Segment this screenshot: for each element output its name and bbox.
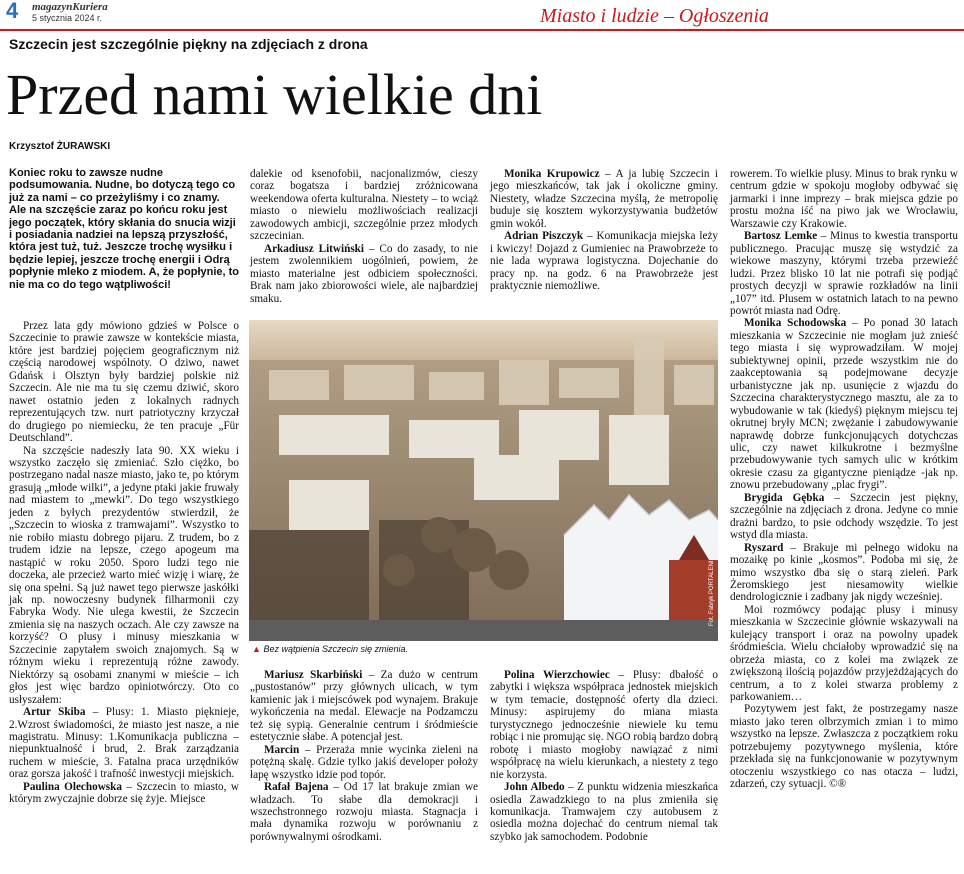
magazine-name: magazynKuriera bbox=[32, 1, 108, 13]
quote-paragraph: Polina Wierzchowiec – Plusy: dbałość o zabytki i większa współpraca jednostek miejskich w tym temacie, dostępność oferty dla dzieci. Minusy: aspirujemy do miana miasta turystycznego jednocześnie niewiele ku temu robiąc i nie promując się. NGO robią bardzo dobrą robotę i miasto mogłoby nawiązać z nimi współpracę na wielu kierunkach, a niestety z tego nie korzysta. bbox=[490, 669, 719, 781]
quote-paragraph: John Albedo – Z punktu widzenia mieszkańca osiedla Zawadzkiego to na plus zmieniła się komunikacja. Tramwajem czy autobusem z osiedla można dojechać do centrum niemal tak szybko jak samochodem. Podobnie bbox=[490, 781, 718, 843]
column-4 bbox=[730, 168, 958, 791]
speaker-name: Paulina Olechowska bbox=[23, 780, 122, 793]
section-title: Miasto i ludzie – Ogłoszenia bbox=[540, 5, 769, 27]
speaker-name: Monika Krupowicz bbox=[504, 168, 600, 180]
quote-paragraph: Brygida Gębka – Szczecin jest piękny, szczególnie na zdjęciach z drona. Jedyne co mnie drażni bardzo, to psie odchody wszędzie. To jest wstyd dla miasta. bbox=[730, 491, 959, 542]
speaker-name: Brygida Gębka bbox=[744, 491, 825, 504]
speaker-name: Marcin bbox=[264, 743, 300, 756]
quote-paragraph: Monika Schodowska – Po ponad 30 latach mieszkania w Szczecinie nie mogłam już znieść tego miasta i się wyprowadziłam. W mojej subiektywnej opinii, przede wszystkim nie do zaakceptowania są podejmowane decyzje urbanistyczne jak np. usunięcie z wjazdu do Szczecina charakterystycznego masztu, ale za to wybudowanie w tak (kiedyś) pięknym miejscu tej okrutnej bryły MCN; zwężanie i zabudowywanie naprawdę dobrze funkcjonujących dotychczas ulic, czy nawet kilkukrotne i bezmyślne przebudowywanie tych samych ulic w krótkim okresie czasu za gigantyczne pieniądze -jak np. znowu przebudowany „plac frygi”. bbox=[730, 317, 958, 492]
header-divider bbox=[0, 29, 964, 31]
issue-date: 5 stycznia 2024 r. bbox=[32, 13, 103, 23]
paragraph: Moi rozmówcy podając plusy i minusy mieszkania w Szczecinie głównie wskazywali na kulejący transport i oraz na powolny upadek śródmieścia. Wielu chciałoby wprowadzić się na obrzeża miasta, co z kolei ma związek ze zwiększoną ilością pojazdów przyjeżdżających do centrum, a to z kolei stwarza problemy z parkowaniem… bbox=[730, 603, 958, 704]
speaker-name: Arkadiusz Litwiński bbox=[264, 242, 365, 255]
paragraph: rowerem. To wielkie plusy. Minus to brak rynku w centrum gdzie w spokoju mogłoby odbywać się jarmarki i inne imprezy – brak miejsca gdzie po prostu można iść na piwo jak we Wrocławiu, Warszawie czy Krakowie. bbox=[730, 168, 958, 230]
quote-paragraph: Mariusz Skarbiński – Za dużo w centrum „pustostanów” przy głównych ulicach, w tym kamienic jak i miejscówek pod wynajem. Brakuje wykończenia na medal. Elewacje na Podzamczu też się sypią. Generalnie centrum i śródmieście estetycznie słabe. A potencjał jest. bbox=[250, 669, 478, 744]
city-aerial-photo bbox=[249, 320, 718, 641]
paragraph: Przez lata gdy mówiono gdzieś w Polsce o Szczecinie to prawie zawsze w kontekście miasta, które jest bardziej pojęciem geograficznym niż częścią narodowej wspólnoty. O dziwo, nawet Gdańsk i Olsztyn były bardziej polskie niż Szczecin. Ale nie ma tu się czemu dziwić, skoro nawet ostatnio jeden z lokalnych radnych reprezentujących tzw. nurt patriotyczny krzyczał do drugiego po niemiecku, że ten pracuje „Für Deutschland”. bbox=[9, 320, 239, 445]
speaker-name: Artur Skiba bbox=[23, 706, 86, 719]
speaker-name: Mariusz Skarbiński bbox=[264, 669, 363, 681]
article-author: Krzysztof ŻURAWSKI bbox=[9, 141, 111, 152]
triangle-icon: ▲ bbox=[252, 644, 261, 654]
paragraph: Pozytywem jest fakt, że postrzegamy nasze miasto jako teren olbrzymich zmian i to mimo wszystko na lepsze. Zwłaszcza z początkiem roku potrzebujemy pozytywnego myślenia, które przekłada się na funkcjonowanie w pozytywnym otoczeniu wszystkiego co nas otacza – ludzi, zdarzeń, czy sytuacji. ©® bbox=[730, 703, 958, 791]
speaker-name: Polina Wierzchowiec bbox=[504, 669, 610, 681]
quote-paragraph: Marcin – Przeraża mnie wycinka zieleni na potężną skalę. Gdzie tylko jakiś developer położy łapę wszystko idzie pod topór. bbox=[250, 743, 478, 781]
quote-paragraph: Adrian Piszczyk – Komunikacja miejska leży i kwiczy! Dojazd z Gumieniec na Prawobrzeże to nie lada wyprawa logistyczna. Dojechanie do pracy np. na godz. 6 na Prawobrzeże jest praktycznie niemożliwe. bbox=[490, 230, 719, 293]
photo-caption: Bez wątpienia Szczecin się zmienia. bbox=[263, 644, 409, 654]
speaker-name: Ryszard bbox=[744, 541, 784, 554]
article-title: Przed nami wielkie dni bbox=[6, 62, 543, 127]
column-1 bbox=[9, 320, 239, 806]
quote-paragraph: Arkadiusz Litwiński – Co do zasady, to nie jestem zwolennikiem uogólnień, powiem, że miasto materialne jest odbiciem społeczności. Brak nam jako zbiorowości wiele, ale najbardziej smaku. bbox=[250, 242, 479, 305]
quote-paragraph: Artur Skiba – Plusy: 1. Miasto pięknieje, 2.Wzrost świadomości, że miasto jest nasze, a nie magistratu. Minusy: 1.Komunikacja publiczna – niepunktualność i brud, 2. Brak zarządzania ruchem w mieście, 3. Fatalna praca urzędników oraz gorsza jakość i trafność inwestycji miejskich. bbox=[9, 706, 240, 781]
photo-caption-line bbox=[252, 644, 408, 654]
quote-paragraph: Ryszard – Brakuje mi pełnego widoku na mozaikę po kinie „kosmos”. Podoba mi się, że mimo wszystko dba się o starą zieleń. Park Żeromskiego jest niesamowity wielkie dendrologicznie i zadbany jak nigdy wcześniej. bbox=[730, 541, 958, 604]
quote-paragraph: Paulina Olechowska – Szczecin to miasto, w którym zwyczajnie dobrze się żyje. Miejsce bbox=[9, 780, 239, 806]
aerial-photo-illustration bbox=[249, 320, 718, 641]
photo-credit: Fot. Fabryk PORTALENI bbox=[709, 560, 715, 626]
column-3-top bbox=[490, 168, 718, 293]
quote-paragraph: Bartosz Lemke – Minus to kwestia transportu publicznego. Pracując muszę się wstydzić za wiekowe maszyny, którymi trzeba przewieźć ludzi. Przez blisko 10 lat nie potrafi się podjąć prostych decyzji w sprawie rozkładów na linii „107” itd. Plusem w ostatnich latach to na pewno powrót miasta nad Odrę. bbox=[730, 230, 958, 317]
speaker-name: Bartosz Lemke bbox=[744, 230, 818, 243]
column-2-top bbox=[250, 168, 478, 305]
speaker-name: Adrian Piszczyk bbox=[504, 230, 584, 243]
column-3-bottom bbox=[490, 669, 718, 843]
speaker-name: Monika Schodowska bbox=[744, 317, 847, 330]
quote-paragraph: Rafał Bajena – Od 17 lat brakuje zmian we władzach. To słabe dla demokracji i wszechstronnego rozwoju miasta. Stagnacja i mała dynamika rozwoju w porównaniu z porównywalnymi ośrodkami. bbox=[250, 781, 478, 843]
speaker-name: John Albedo bbox=[504, 781, 565, 794]
column-2-bottom bbox=[250, 669, 478, 843]
speaker-name: Rafał Bajena bbox=[264, 781, 329, 794]
quote-paragraph: Monika Krupowicz – A ja lubię Szczecin i jego mieszkańców, tak jak i okoliczne gminy. Niestety, władze Szczecina myślą, że metropolię buduje się kosztem wykorzystywania budżetów gmin wokół. bbox=[490, 168, 718, 230]
article-lead: Koniec roku to zawsze nudne podsumowania. Nudne, bo dotyczą tego co już za nami – co przeżyliśmy i co znamy. Ale na szczęście zaraz po końcu roku jest jego początek, który skłania do snucia wizji i posiadania nadziei na lepszą przyszłość, która jest tuż, tuż. Jeszcze trochę wysiłku i będzie lepiej, jeszcze trochę energii i Odrą popłynie mleko z miodem. A, że popłynie, to nie ma co do tego wątpliwości! bbox=[9, 167, 240, 291]
page-number: 4 bbox=[6, 0, 19, 23]
paragraph: Na szczęście nadeszły lata 90. XX wieku i wszystko zaczęło się zmieniać. Szło ciężko, bo postrzegano nadal nasze miasto, jako te, po którym grasują „młode wilki”, a jedyne ptaki jakie fruwały nad miastem to „mewki”. Do tego wszystkiego jeden z byłych prezydentów stwierdził, że „Szczecin to wioska z tramwajami”. Wszystko to nie robiło miastu dobrego pijaru. Z trudem, bo z trudem idzie na lepsze, czego apogeum ma nastąpić w roku 2050. Sporo ludzi tego nie doczeka, ale przecież warto mieć wizję i wiarę, że się ona spełni. Są już nawet tego pierwsze jaskółki jak np. nowoczesny budynek filharmonii czy Fabryka Wody. Nie ulega kwestii, że Szczecin zmienia się na naszych oczach. Ale czy zawsze na korzyść? O plusy i minusy mieszkania w Szczecinie zapytałem swoich znajomych. Są w różnym wieku i reprezentują różne zawody. Niektórzy są osobami znanymi w mieście – ich głos jest więc bardzo opiniotwórczy. Oto co usłyszałem: bbox=[9, 444, 239, 706]
article-kicker: Szczecin jest szczególnie piękny na zdjęciach z drona bbox=[9, 36, 368, 52]
paragraph: dalekie od ksenofobii, nacjonalizmów, cieszy coraz bogatsza i bardziej zróżnicowana weekendowa oferta kulturalna. Niestety – to wciąż miasto o niewielu możliwościach realizacji zawodowych ambicji, szczególnie przez młodych szczecinian. bbox=[250, 168, 478, 243]
